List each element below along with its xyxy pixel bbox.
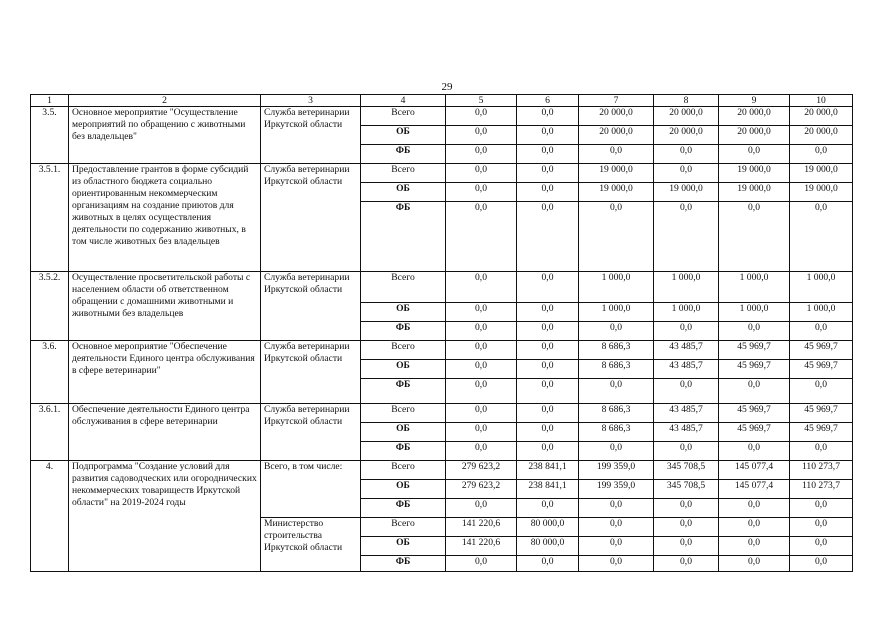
value-cell: 0,0 [446, 145, 517, 164]
value-cell: 0,0 [446, 556, 517, 572]
value-cell: 19 000,0 [654, 183, 719, 202]
value-cell: 1 000,0 [654, 272, 719, 303]
value-cell: 145 077,4 [719, 480, 790, 499]
column-number-2: 2 [69, 95, 261, 107]
value-cell: 0,0 [790, 442, 853, 461]
value-cell: 0,0 [446, 107, 517, 126]
value-cell: 279 623,2 [446, 461, 517, 480]
item-name: Предоставление грантов в форме субсидий из областного бюджета социально ориентированным некоммерческим организациям на создание приютов для животных в целях осуществления деятельности по содержанию животных, в том числе животных без владельцев [69, 164, 261, 272]
value-cell: 45 969,7 [719, 404, 790, 423]
column-number-8: 8 [654, 95, 719, 107]
value-cell: 1 000,0 [654, 303, 719, 322]
value-cell: 0,0 [719, 518, 790, 537]
table-row [31, 341, 853, 360]
value-cell: 0,0 [446, 183, 517, 202]
value-cell: 0,0 [446, 341, 517, 360]
funding-source: ФБ [361, 556, 446, 572]
value-cell: 0,0 [719, 202, 790, 272]
value-cell: 8 686,3 [579, 341, 654, 360]
value-cell: 43 485,7 [654, 404, 719, 423]
table-row [31, 272, 853, 303]
executor: Служба ветеринарии Иркутской области [261, 404, 361, 461]
value-cell: 0,0 [517, 303, 579, 322]
funding-source: ФБ [361, 379, 446, 404]
value-cell: 110 273,7 [790, 461, 853, 480]
value-cell: 0,0 [654, 518, 719, 537]
value-cell: 0,0 [446, 442, 517, 461]
value-cell: 19 000,0 [719, 164, 790, 183]
funding-source: Всего [361, 461, 446, 480]
value-cell: 0,0 [517, 423, 579, 442]
value-cell: 20 000,0 [790, 126, 853, 145]
funding-source: Всего [361, 404, 446, 423]
value-cell: 19 000,0 [719, 183, 790, 202]
value-cell: 20 000,0 [579, 126, 654, 145]
value-cell: 0,0 [446, 126, 517, 145]
column-number-7: 7 [579, 95, 654, 107]
value-cell: 0,0 [517, 126, 579, 145]
value-cell: 199 359,0 [579, 461, 654, 480]
value-cell: 0,0 [719, 145, 790, 164]
value-cell: 0,0 [517, 360, 579, 379]
value-cell: 0,0 [517, 379, 579, 404]
value-cell: 0,0 [517, 404, 579, 423]
value-cell: 238 841,1 [517, 480, 579, 499]
value-cell: 43 485,7 [654, 360, 719, 379]
value-cell: 0,0 [654, 202, 719, 272]
value-cell: 0,0 [446, 202, 517, 272]
value-cell: 20 000,0 [719, 126, 790, 145]
funding-source: Всего [361, 518, 446, 537]
item-name: Основное мероприятие "Обеспечение деятельности Единого центра обслуживания в сфере ветеринарии" [69, 341, 261, 404]
executor: Служба ветеринарии Иркутской области [261, 164, 361, 272]
value-cell: 0,0 [654, 322, 719, 341]
executor: Всего, в том числе: [261, 461, 361, 518]
column-number-5: 5 [446, 95, 517, 107]
value-cell: 0,0 [719, 499, 790, 518]
funding-source: ОБ [361, 537, 446, 556]
value-cell: 8 686,3 [579, 360, 654, 379]
value-cell: 19 000,0 [579, 183, 654, 202]
value-cell: 1 000,0 [719, 272, 790, 303]
value-cell: 20 000,0 [654, 126, 719, 145]
executor: Министерство строительства Иркутской области [261, 518, 361, 572]
value-cell: 199 359,0 [579, 480, 654, 499]
value-cell: 0,0 [790, 379, 853, 404]
value-cell: 45 969,7 [719, 341, 790, 360]
value-cell: 0,0 [579, 322, 654, 341]
column-number-1: 1 [31, 95, 69, 107]
value-cell: 20 000,0 [654, 107, 719, 126]
funding-source: ОБ [361, 423, 446, 442]
funding-source: Всего [361, 341, 446, 360]
item-number: 3.5. [31, 107, 69, 164]
item-number: 3.6. [31, 341, 69, 404]
column-number-10: 10 [790, 95, 853, 107]
value-cell: 45 969,7 [719, 360, 790, 379]
funding-source: ОБ [361, 360, 446, 379]
value-cell: 0,0 [790, 322, 853, 341]
value-cell: 0,0 [517, 145, 579, 164]
value-cell: 0,0 [517, 322, 579, 341]
value-cell: 0,0 [517, 556, 579, 572]
value-cell: 1 000,0 [790, 303, 853, 322]
executor: Служба ветеринарии Иркутской области [261, 107, 361, 164]
value-cell: 1 000,0 [719, 303, 790, 322]
item-number: 3.5.2. [31, 272, 69, 341]
value-cell: 0,0 [446, 360, 517, 379]
value-cell: 141 220,6 [446, 518, 517, 537]
value-cell: 0,0 [719, 556, 790, 572]
value-cell: 0,0 [654, 145, 719, 164]
value-cell: 141 220,6 [446, 537, 517, 556]
value-cell: 0,0 [654, 164, 719, 183]
value-cell: 80 000,0 [517, 518, 579, 537]
value-cell: 20 000,0 [719, 107, 790, 126]
item-name: Основное мероприятие "Осуществление мероприятий по обращению с животными без владельцев" [69, 107, 261, 164]
value-cell: 0,0 [790, 499, 853, 518]
value-cell: 0,0 [517, 272, 579, 303]
value-cell: 0,0 [579, 145, 654, 164]
column-number-4: 4 [361, 95, 446, 107]
value-cell: 0,0 [579, 202, 654, 272]
funding-source: Всего [361, 107, 446, 126]
funding-source: ОБ [361, 303, 446, 322]
value-cell: 0,0 [579, 499, 654, 518]
value-cell: 0,0 [517, 202, 579, 272]
value-cell: 345 708,5 [654, 461, 719, 480]
value-cell: 0,0 [790, 518, 853, 537]
item-number: 3.6.1. [31, 404, 69, 461]
value-cell: 0,0 [517, 164, 579, 183]
value-cell: 8 686,3 [579, 423, 654, 442]
value-cell: 19 000,0 [790, 183, 853, 202]
value-cell: 0,0 [517, 107, 579, 126]
value-cell: 0,0 [579, 442, 654, 461]
table-row [31, 461, 853, 480]
table-body [31, 95, 853, 572]
value-cell: 0,0 [790, 556, 853, 572]
table-row [31, 164, 853, 183]
table-row [31, 404, 853, 423]
value-cell: 0,0 [579, 537, 654, 556]
funding-source: Всего [361, 164, 446, 183]
funding-source: ФБ [361, 145, 446, 164]
value-cell: 8 686,3 [579, 404, 654, 423]
value-cell: 1 000,0 [790, 272, 853, 303]
value-cell: 0,0 [446, 303, 517, 322]
funding-source: ФБ [361, 202, 446, 272]
value-cell: 0,0 [446, 499, 517, 518]
value-cell: 0,0 [790, 145, 853, 164]
value-cell: 110 273,7 [790, 480, 853, 499]
value-cell: 0,0 [517, 499, 579, 518]
value-cell: 0,0 [446, 164, 517, 183]
executor: Служба ветеринарии Иркутской области [261, 272, 361, 341]
value-cell: 43 485,7 [654, 423, 719, 442]
funding-source: ФБ [361, 442, 446, 461]
value-cell: 0,0 [719, 537, 790, 556]
value-cell: 0,0 [446, 322, 517, 341]
value-cell: 0,0 [517, 442, 579, 461]
item-number: 4. [31, 461, 69, 572]
funding-source: ОБ [361, 480, 446, 499]
value-cell: 43 485,7 [654, 341, 719, 360]
value-cell: 0,0 [654, 499, 719, 518]
item-name: Обеспечение деятельности Единого центра обслуживания в сфере ветеринарии [69, 404, 261, 461]
item-name: Подпрограмма "Создание условий для развития садоводческих или огороднических некоммерческих товариществ Иркутской области" на 2019-2024 годы [69, 461, 261, 572]
item-name: Осуществление просветительской работы с населением области об ответственном обращении с домашними животными и животными без владельцев [69, 272, 261, 341]
funding-source: Всего [361, 272, 446, 303]
value-cell: 345 708,5 [654, 480, 719, 499]
value-cell: 19 000,0 [579, 164, 654, 183]
value-cell: 0,0 [517, 183, 579, 202]
value-cell: 0,0 [790, 537, 853, 556]
value-cell: 80 000,0 [517, 537, 579, 556]
value-cell: 238 841,1 [517, 461, 579, 480]
item-number: 3.5.1. [31, 164, 69, 272]
funding-source: ОБ [361, 126, 446, 145]
funding-source: ФБ [361, 499, 446, 518]
column-number-3: 3 [261, 95, 361, 107]
column-number-9: 9 [719, 95, 790, 107]
value-cell: 19 000,0 [790, 164, 853, 183]
funding-source: ФБ [361, 322, 446, 341]
value-cell: 45 969,7 [790, 423, 853, 442]
value-cell: 0,0 [579, 518, 654, 537]
value-cell: 0,0 [654, 556, 719, 572]
value-cell: 0,0 [719, 442, 790, 461]
value-cell: 0,0 [517, 341, 579, 360]
value-cell: 1 000,0 [579, 303, 654, 322]
value-cell: 45 969,7 [790, 341, 853, 360]
value-cell: 0,0 [654, 537, 719, 556]
value-cell: 0,0 [446, 404, 517, 423]
executor: Служба ветеринарии Иркутской области [261, 341, 361, 404]
value-cell: 0,0 [579, 379, 654, 404]
table-row [31, 107, 853, 126]
value-cell: 279 623,2 [446, 480, 517, 499]
value-cell: 1 000,0 [579, 272, 654, 303]
header-row [31, 95, 853, 107]
budget-table [30, 94, 853, 572]
value-cell: 0,0 [719, 322, 790, 341]
value-cell: 0,0 [719, 379, 790, 404]
value-cell: 0,0 [446, 379, 517, 404]
column-number-6: 6 [517, 95, 579, 107]
value-cell: 0,0 [446, 423, 517, 442]
value-cell: 0,0 [654, 442, 719, 461]
value-cell: 20 000,0 [790, 107, 853, 126]
value-cell: 145 077,4 [719, 461, 790, 480]
value-cell: 45 969,7 [719, 423, 790, 442]
value-cell: 0,0 [654, 379, 719, 404]
funding-source: ОБ [361, 183, 446, 202]
page-number: 29 [441, 81, 453, 93]
value-cell: 45 969,7 [790, 360, 853, 379]
value-cell: 20 000,0 [579, 107, 654, 126]
value-cell: 0,0 [579, 556, 654, 572]
value-cell: 0,0 [446, 272, 517, 303]
value-cell: 0,0 [790, 202, 853, 272]
value-cell: 45 969,7 [790, 404, 853, 423]
